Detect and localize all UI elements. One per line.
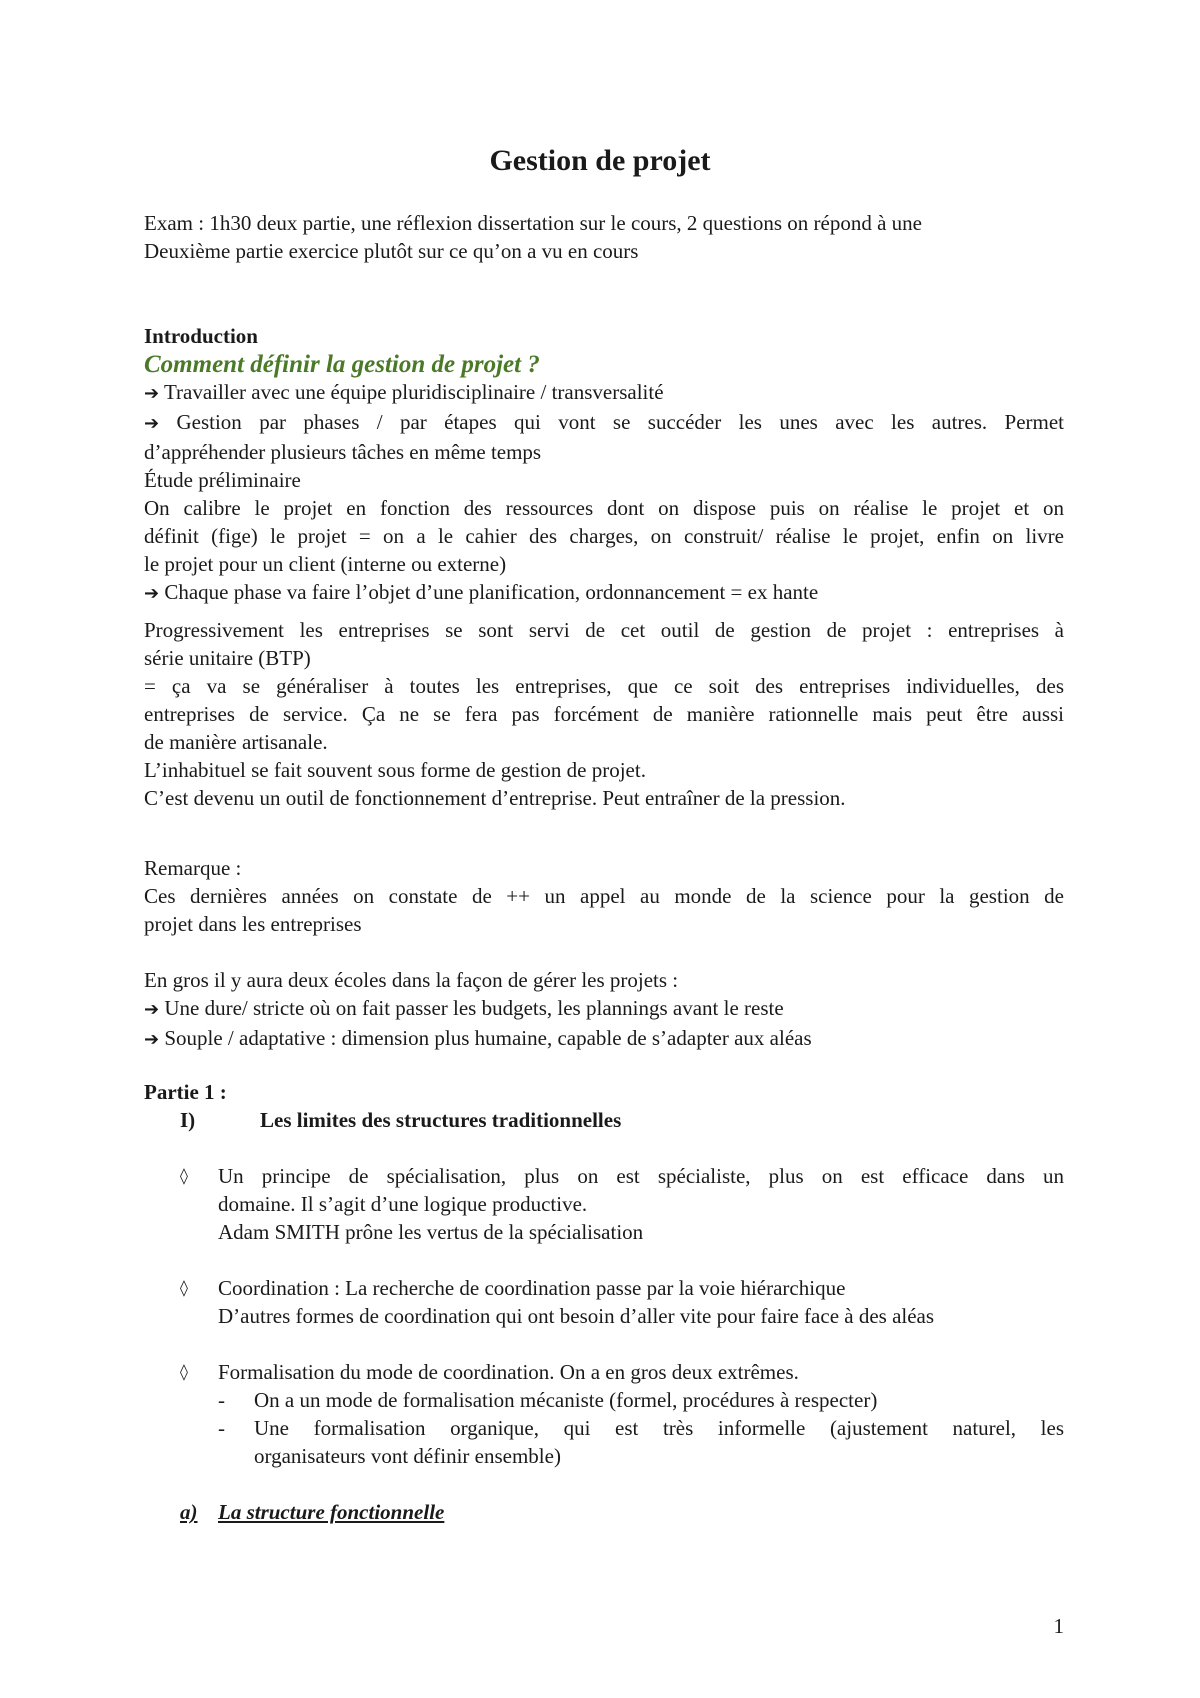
exam-line-2: Deuxième partie exercice plutôt sur ce qu’on a vu en cours: [144, 239, 639, 263]
diamond-bullet-icon: ◊: [180, 1362, 188, 1381]
text-line: Une formalisation organique, qui est très informelle (ajustement naturel, les: [254, 1416, 1064, 1440]
arrow-icon: ➔: [144, 383, 160, 404]
progress-paragraph: [144, 616, 1064, 812]
text-line: Ces dernières années on constate de ++ un appel au monde de la science pour la gestion de: [144, 884, 1064, 908]
section-title: Les limites des structures traditionnelles: [260, 1108, 622, 1132]
text-line: C’est devenu un outil de fonctionnement d’entreprise. Peut entraîner de la pression.: [144, 786, 846, 810]
arrow-item: ➔ Souple / adaptative : dimension plus humaine, capable de s’adapter aux aléas: [144, 1026, 812, 1050]
dash-bullet: -: [218, 1416, 225, 1440]
text-line: Coordination : La recherche de coordination passe par la voie hiérarchique: [218, 1276, 846, 1300]
text-line: d’appréhender plusieurs tâches en même temps: [144, 440, 542, 464]
text-line: En gros il y aura deux écoles dans la façon de gérer les projets :: [144, 968, 679, 992]
arrow-icon: ➔: [144, 413, 160, 434]
text-line: On calibre le projet en fonction des ressources dont on dispose puis on réalise le projet et on: [144, 496, 1064, 520]
bullet-item: [218, 1162, 1064, 1246]
bullet-item: [218, 1358, 1064, 1386]
page-number: 1: [1053, 1614, 1064, 1638]
text-line: Adam SMITH prône les vertus de la spécialisation: [218, 1220, 644, 1244]
part1-heading: Partie 1 :: [144, 1080, 227, 1104]
intro-subheading: Comment définir la gestion de projet ?: [144, 351, 540, 378]
text-line: définit (fige) le projet = on a le cahier des charges, on construit/ réalise le projet, enfin on livre: [144, 524, 1064, 548]
text-line: L’inhabituel se fait souvent sous forme de gestion de projet.: [144, 758, 646, 782]
bullet-item: [218, 1274, 1064, 1330]
subsection-number: a): [180, 1500, 198, 1524]
text-line: de manière artisanale.: [144, 730, 328, 754]
arrow-item: ➔ Une dure/ stricte où on fait passer les budgets, les plannings avant le reste: [144, 996, 784, 1020]
dash-item: [254, 1386, 1064, 1414]
arrow-icon: ➔: [144, 583, 160, 604]
page-title: Gestion de projet: [489, 144, 711, 177]
text-line: Étude préliminaire: [144, 468, 301, 492]
text-line: Progressivement les entreprises se sont servi de cet outil de gestion de projet : entreprises à: [144, 618, 1064, 642]
text-line: = ça va se généraliser à toutes les entreprises, que ce soit des entreprises individuelles, des: [144, 674, 1064, 698]
text-line: organisateurs vont définir ensemble): [254, 1444, 561, 1468]
section-number: I): [180, 1108, 196, 1132]
text-line: D’autres formes de coordination qui ont besoin d’aller vite pour faire face à des aléas: [218, 1304, 935, 1328]
exam-paragraph: [144, 209, 1064, 265]
dash-item: [254, 1414, 1064, 1470]
text-line: Formalisation du mode de coordination. On a en gros deux extrêmes.: [218, 1360, 799, 1384]
text-line: entreprises de service. Ça ne se fera pas forcément de manière rationnelle mais peut être aussi: [144, 702, 1064, 726]
text-line: domaine. Il s’agit d’une logique productive.: [218, 1192, 588, 1216]
diamond-bullet-icon: ◊: [180, 1278, 188, 1297]
remark-paragraph: [144, 854, 1064, 938]
arrow-icon: ➔: [144, 1029, 160, 1050]
subsection-title: La structure fonctionnelle: [218, 1500, 445, 1524]
text-line: projet dans les entreprises: [144, 912, 362, 936]
text-line: On a un mode de formalisation mécaniste (formel, procédures à respecter): [254, 1388, 878, 1412]
schools-paragraph: [144, 966, 1064, 1054]
text-line: Un principe de spécialisation, plus on est spécialiste, plus on est efficace dans un: [218, 1164, 1064, 1188]
dash-bullet: -: [218, 1388, 225, 1412]
intro-body: [144, 378, 1064, 608]
arrow-item: ➔ Travailler avec une équipe pluridisciplinaire / transversalité: [144, 380, 664, 404]
arrow-item: ➔ Gestion par phases / par étapes qui vont se succéder les unes avec les autres. Permet: [144, 410, 1065, 434]
remark-label: Remarque :: [144, 856, 242, 880]
intro-heading: Introduction: [144, 324, 258, 348]
text-line: série unitaire (BTP): [144, 646, 311, 670]
exam-line-1: Exam : 1h30 deux partie, une réflexion dissertation sur le cours, 2 questions on répond à une: [144, 211, 922, 235]
diamond-bullet-icon: ◊: [180, 1166, 188, 1185]
arrow-item: ➔ Chaque phase va faire l’objet d’une planification, ordonnancement = ex hante: [144, 580, 819, 604]
arrow-icon: ➔: [144, 999, 160, 1020]
text-line: le projet pour un client (interne ou externe): [144, 552, 507, 576]
